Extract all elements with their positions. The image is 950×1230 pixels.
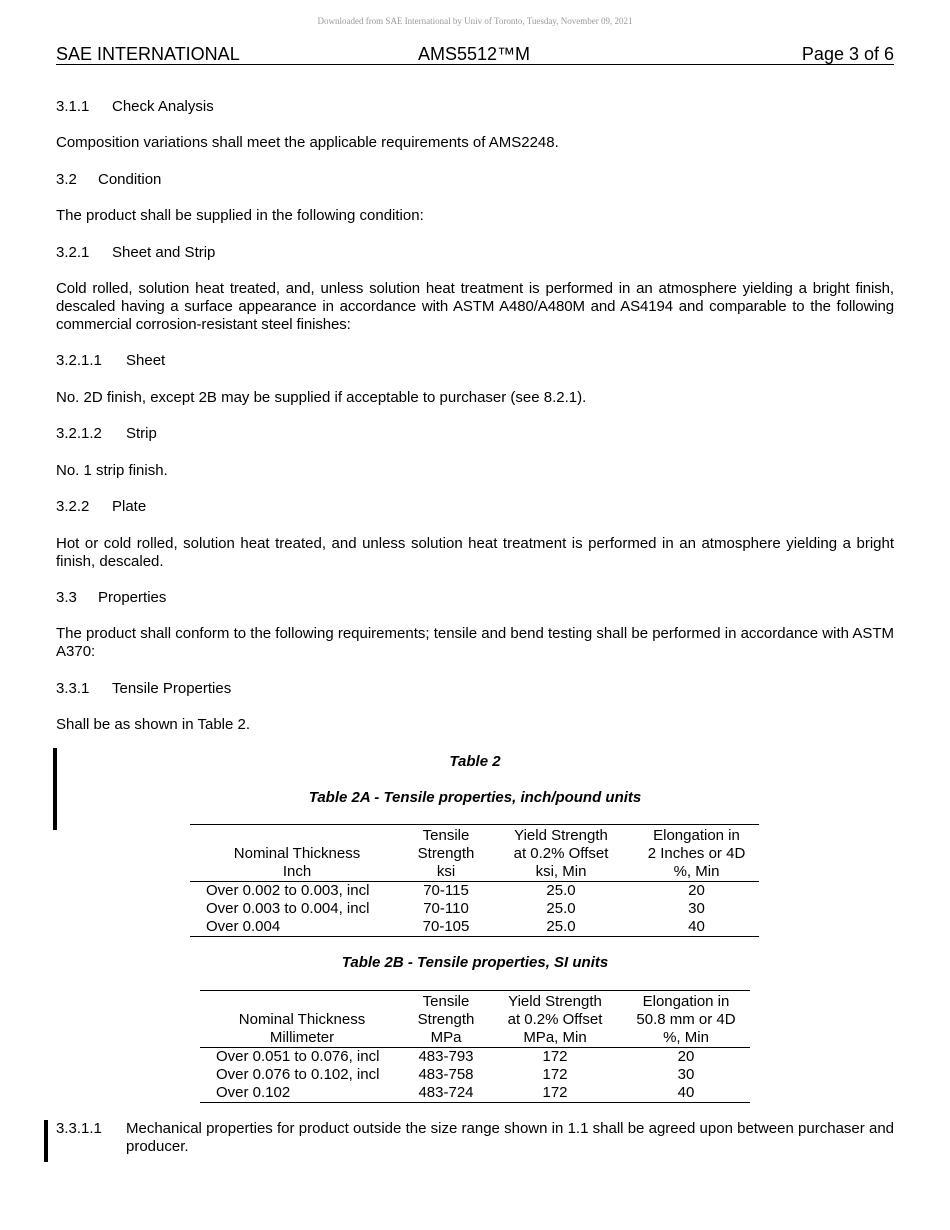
- header-nominal-thickness: [200, 991, 404, 1012]
- header-nominal-thickness: [190, 825, 404, 846]
- section-title: Plate: [112, 498, 147, 515]
- header-org: SAE INTERNATIONAL: [56, 44, 240, 64]
- cell-yield: 172: [542, 1048, 568, 1065]
- heading-3-2-2: [56, 498, 894, 516]
- paragraph-3-1-1: Composition variations shall meet the applicable requirements of AMS2248.: [56, 134, 559, 151]
- cell-thickness: Over 0.102: [200, 1084, 404, 1103]
- section-title: Sheet: [126, 352, 166, 369]
- section-number: 3.2.1: [56, 244, 90, 261]
- section-number: 3.3.1.1: [56, 1120, 102, 1137]
- table-row: [200, 1084, 750, 1103]
- change-bar: [44, 1120, 48, 1162]
- heading-3-2: [56, 171, 894, 189]
- cell-tensile: 70-105: [404, 918, 488, 937]
- header-nominal-thickness: Nominal Thickness: [233, 845, 361, 862]
- table-row: [190, 882, 759, 901]
- header-elongation: %, Min: [634, 863, 759, 882]
- cell-yield: 25.0: [546, 900, 576, 917]
- paragraph-3-2-1: Cold rolled, solution heat treated, and, unless solution heat treatment is performed in an atmosphere yielding a bright finish, descaled having a surface appearance in accordance with ASTM A480/A480M and AS4194 and comparable to the following commercial corrosion-resistant steel finishes:: [56, 280, 894, 333]
- section-number: 3.2: [56, 171, 77, 188]
- section-number: 3.2.1.1: [56, 352, 102, 369]
- page-header: [56, 44, 894, 65]
- header-tensile-strength: Strength: [417, 845, 475, 862]
- cell-elongation: 30: [677, 1066, 695, 1083]
- header-tensile-strength: Strength: [417, 1011, 475, 1028]
- table-2-title: Table 2: [449, 753, 501, 770]
- cell-elongation: 20: [677, 1048, 695, 1065]
- header-yield-strength: Yield Strength: [488, 991, 622, 1012]
- cell-tensile: 483-793: [418, 1048, 474, 1065]
- section-title: Strip: [126, 425, 157, 442]
- section-title: Properties: [98, 589, 167, 606]
- table-row: [200, 1066, 750, 1084]
- header-elongation: Elongation in: [622, 991, 750, 1012]
- header-yield-strength: ksi, Min: [488, 863, 634, 882]
- header-elongation: Elongation in: [634, 825, 759, 846]
- section-number: 3.2.1.2: [56, 425, 102, 442]
- section-title: Check Analysis: [112, 98, 214, 115]
- cell-thickness: Over 0.076 to 0.102, incl: [216, 1066, 380, 1083]
- header-yield-strength: MPa, Min: [488, 1029, 622, 1048]
- section-title: Tensile Properties: [112, 680, 232, 697]
- cell-tensile: 70-115: [423, 882, 469, 899]
- paragraph-3-3: The product shall conform to the following requirements; tensile and bend testing shall be performed in accordance with ASTM A370:: [56, 625, 894, 660]
- paragraph-3-3-1: Shall be as shown in Table 2.: [56, 716, 251, 733]
- cell-yield: 172: [488, 1084, 622, 1103]
- paragraph-3-2-1-1: No. 2D finish, except 2B may be supplied if acceptable to purchaser (see 8.2.1).: [56, 389, 587, 406]
- section-text: Mechanical properties for product outside the size range shown in 1.1 shall be agreed upon between purchaser and producer.: [126, 1120, 894, 1155]
- section-title: Sheet and Strip: [112, 244, 216, 261]
- cell-elongation: 30: [688, 900, 705, 917]
- cell-elongation: 20: [688, 882, 705, 899]
- header-doc-number: AMS5512™M: [418, 44, 531, 64]
- section-number: 3.2.2: [56, 498, 90, 515]
- table-2a-title: Table 2A - Tensile properties, inch/pound units: [308, 789, 642, 806]
- heading-3-3-1: [56, 680, 894, 698]
- cell-yield: 25.0: [488, 918, 634, 937]
- cell-yield: 25.0: [546, 882, 576, 899]
- header-page-number: Page 3 of 6: [801, 44, 894, 64]
- header-elongation: 50.8 mm or 4D: [636, 1011, 736, 1028]
- header-tensile-strength: MPa: [404, 1029, 488, 1048]
- section-number: 3.3: [56, 589, 77, 606]
- header-elongation: 2 Inches or 4D: [647, 845, 746, 862]
- section-number: 3.1.1: [56, 98, 90, 115]
- table-2a: [190, 824, 759, 937]
- header-yield-strength: at 0.2% Offset: [513, 845, 609, 862]
- header-elongation: %, Min: [622, 1029, 750, 1048]
- cell-elongation: 40: [622, 1084, 750, 1103]
- header-tensile-strength: ksi: [404, 863, 488, 882]
- header-nominal-thickness: Inch: [190, 863, 404, 882]
- cell-elongation: 40: [634, 918, 759, 937]
- header-yield-strength: at 0.2% Offset: [507, 1011, 603, 1028]
- cell-thickness: Over 0.004: [190, 918, 404, 937]
- table-row: [200, 1048, 750, 1067]
- header-tensile-strength: Tensile: [404, 825, 488, 846]
- section-title: Condition: [98, 171, 162, 188]
- header-nominal-thickness: Millimeter: [200, 1029, 404, 1048]
- paragraph-3-2-2: Hot or cold rolled, solution heat treated, and unless solution heat treatment is performed in an atmosphere yielding a bright finish, descaled.: [56, 535, 894, 570]
- header-nominal-thickness: Nominal Thickness: [238, 1011, 366, 1028]
- header-tensile-strength: Tensile: [404, 991, 488, 1012]
- table-row: [190, 900, 759, 918]
- cell-tensile: 483-758: [418, 1066, 474, 1083]
- paragraph-3-2: The product shall be supplied in the following condition:: [56, 207, 424, 224]
- heading-3-2-1: [56, 244, 894, 262]
- cell-thickness: Over 0.051 to 0.076, incl: [216, 1048, 380, 1065]
- paragraph-3-3-1-1: [56, 1120, 894, 1156]
- cell-yield: 172: [542, 1066, 568, 1083]
- heading-3-3: [56, 589, 894, 607]
- heading-3-2-1-1: [56, 352, 894, 370]
- cell-tensile: 483-724: [404, 1084, 488, 1103]
- table-row: [190, 918, 759, 937]
- download-watermark: Downloaded from SAE International by Univ of Toronto, Tuesday, November 09, 2021: [317, 16, 633, 26]
- heading-3-2-1-2: [56, 425, 894, 443]
- table-2b-title: Table 2B - Tensile properties, SI units: [341, 954, 609, 971]
- cell-thickness: Over 0.003 to 0.004, incl: [206, 900, 370, 917]
- cell-thickness: Over 0.002 to 0.003, incl: [206, 882, 370, 899]
- cell-tensile: 70-110: [423, 900, 469, 917]
- section-number: 3.3.1: [56, 680, 90, 697]
- header-yield-strength: Yield Strength: [488, 825, 634, 846]
- heading-3-1-1: [56, 98, 894, 116]
- paragraph-3-2-1-2: No. 1 strip finish.: [56, 462, 168, 479]
- table-2b: [200, 990, 750, 1103]
